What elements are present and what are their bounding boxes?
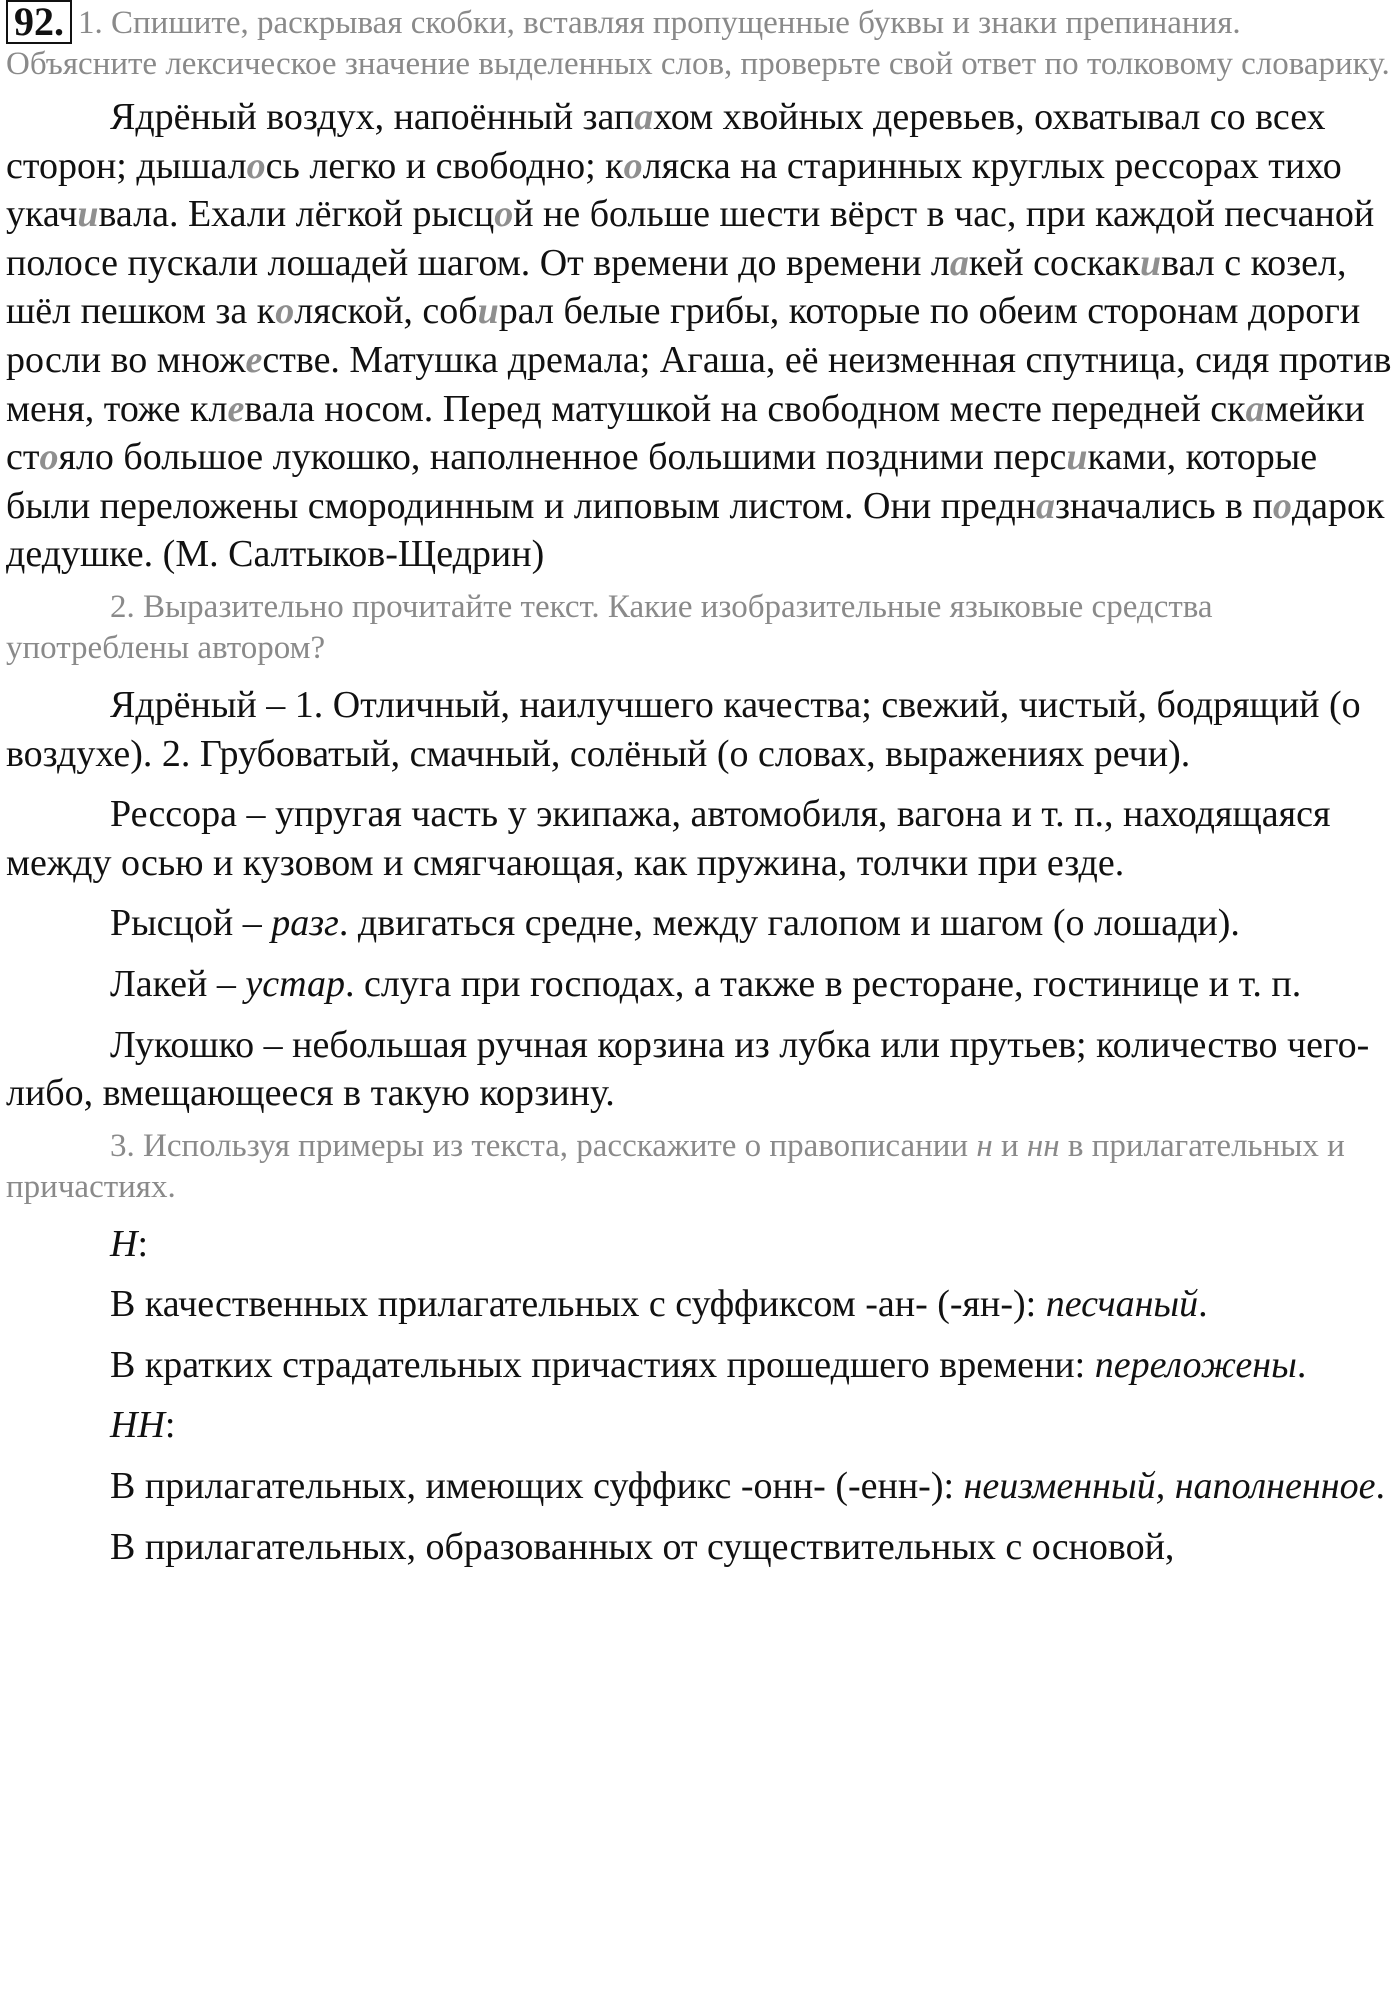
rule-1: В качественных прилагательных с суффиксом -ан- (-ян-): песчаный.: [110, 1283, 1208, 1326]
rule-4: В прилагательных, образованных от существительных с основой,: [110, 1525, 1175, 1568]
task-1-text: 1. Спишите, раскрывая скобки, вставляя пропущенные буквы и знаки препинания. Объясните лексическое значение выделенных слов, проверьте свой ответ по толковому словарику.: [6, 5, 1390, 82]
task-3: 3. Используя примеры из текста, расскажите о правописании н и нн в прилагательных и причастиях.: [6, 1127, 1345, 1205]
passage: Ядрёный воздух, напоённый запахом хвойных деревьев, охватывал со всех сторон; дышалось легко и свободно; коляска на старинных круглых рессорах тихо укачивала. Ехали лёгкой рысцой не больше шести вёрст в час, при каждой песчаной полосе пускали лошадей шагом. От времени до времени лакей соскакивал с козел, шёл пешком за коляской, собирал белые грибы, которые по обеим сторонам дороги росли во множестве. Матушка дремала; Агаша, её неизменная спутница, сидя против меня, тоже клевала носом. Перед матушкой на свободном месте передней скамейки стояло большое лукошко, наполненное большими поздними персиками, которые были переложены смородинным и липовым листом. Они предназначались в подарок дедушке. (М. Салтыков-Щедрин): [6, 96, 1392, 576]
rule-2: В кратких страдательных причастиях прошедшего времени: переложены.: [110, 1343, 1307, 1386]
exercise-number: 92.: [6, 0, 72, 44]
label-nn: НН:: [110, 1404, 176, 1447]
definition-lukoshko: Лукошко – небольшая ручная корзина из лубка или прутьев; количество чего-либо, вмещающееся в такую корзину.: [6, 1023, 1370, 1115]
rule-3: В прилагательных, имеющих суффикс -онн- (-енн-): неизменный, наполненное.: [110, 1465, 1385, 1508]
definition-lakey: Лакей – устар. слуга при господах, а также в ресторане, гостинице и т. п.: [110, 962, 1302, 1005]
definition-yadreny: Ядрёный – 1. Отличный, наилучшего качества; свежий, чистый, бодрящий (о воздухе). 2. Грубоватый, смачный, солёный (о словах, выражениях речи).: [6, 683, 1361, 775]
task-1: [6, 0, 1392, 85]
label-n: Н:: [110, 1222, 149, 1265]
definition-ryscoy: Рысцой – разг. двигаться средне, между галопом и шагом (о лошади).: [110, 902, 1240, 945]
definition-ressora: Рессора – упругая часть у экипажа, автомобиля, вагона и т. п., находящаяся между осью и кузовом и смягчающая, как пружина, толчки при езде.: [6, 793, 1331, 884]
task-2: 2. Выразительно прочитайте текст. Какие изобразительные языковые средства употреблены автором?: [6, 588, 1213, 666]
